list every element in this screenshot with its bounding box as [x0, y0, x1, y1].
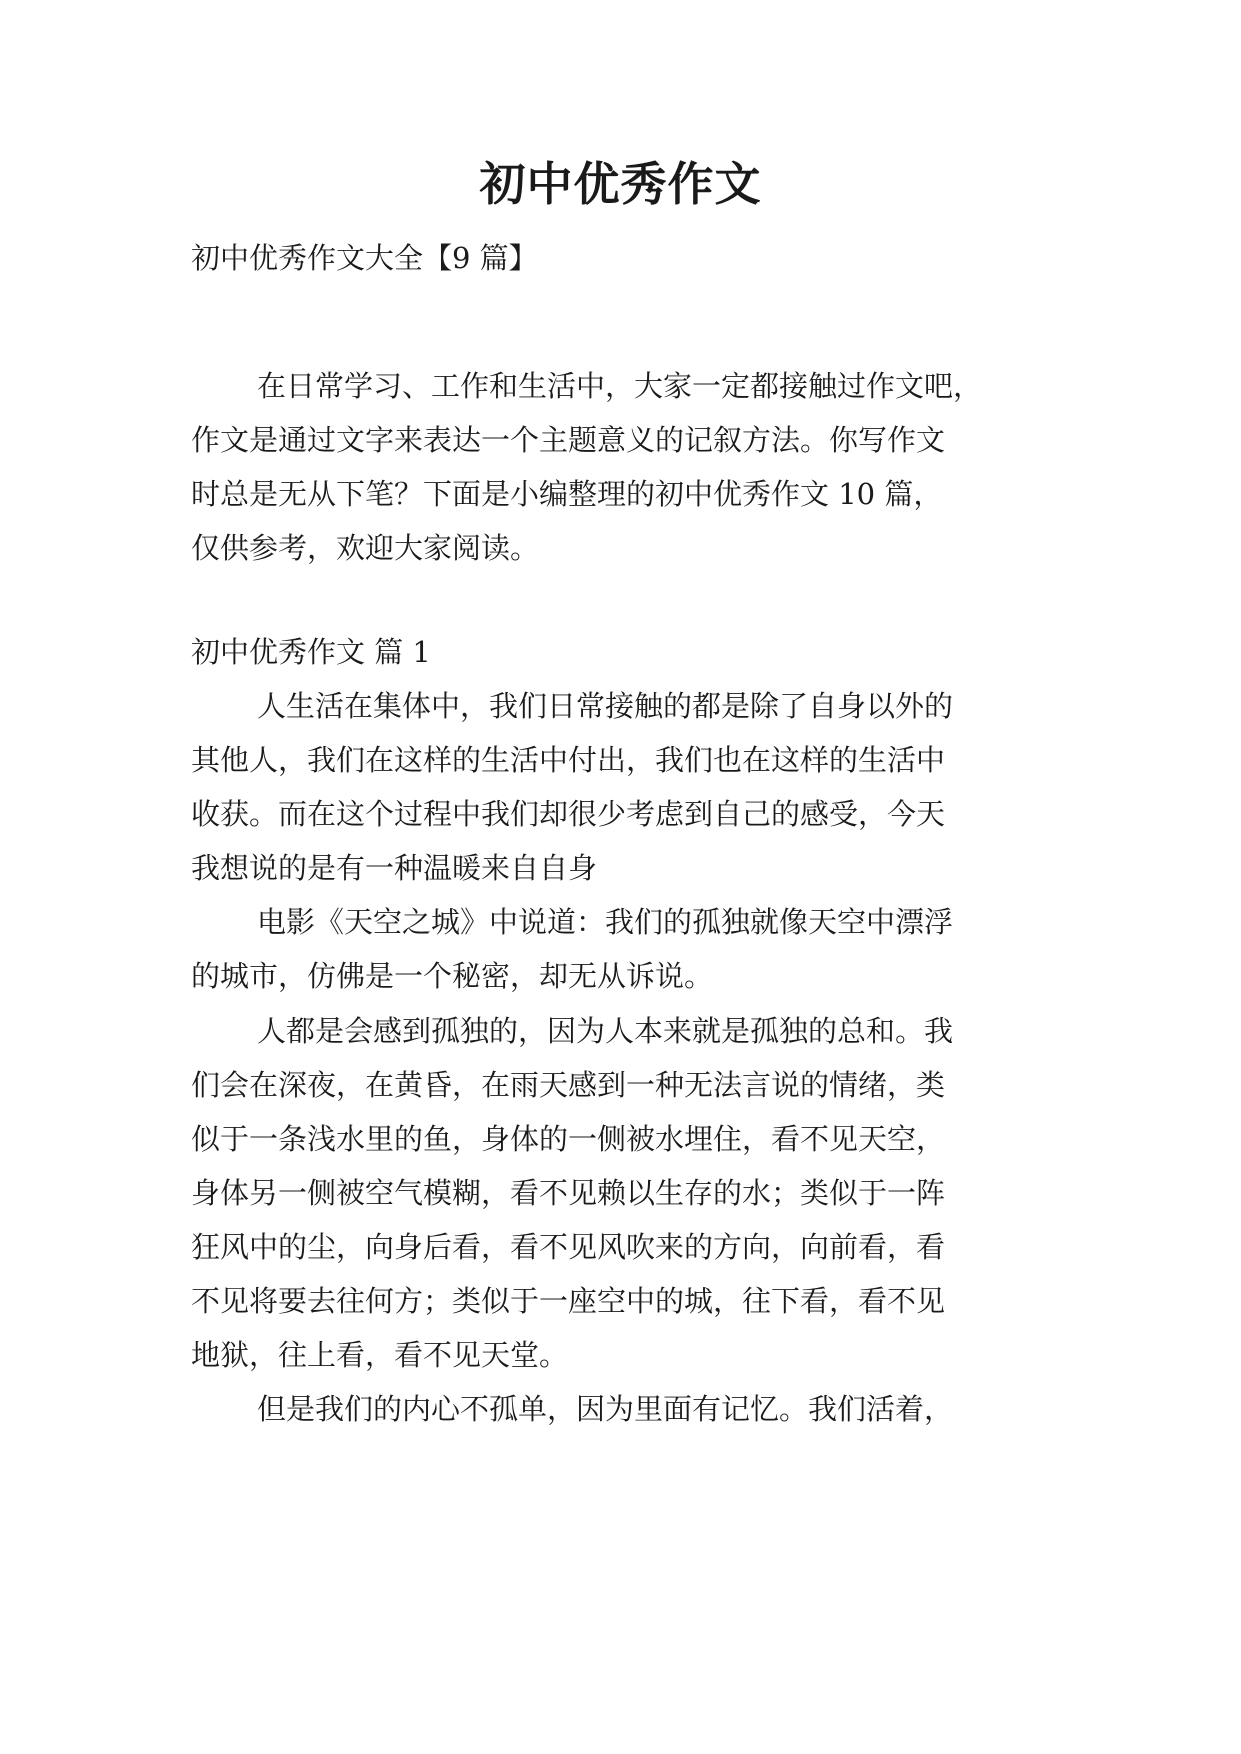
intro-line-2: 作文是通过文字来表达一个主题意义的记叙方法。你写作文 [191, 423, 946, 457]
document-title: 初中优秀作文 [479, 157, 762, 211]
body-line: 的城市，仿佛是一个秘密，却无从诉说。 [191, 959, 714, 993]
body-line: 我想说的是有一种温暖来自自身 [191, 851, 598, 885]
body-line: 身体另一侧被空气模糊，看不见赖以生存的水；类似于一阵 [191, 1176, 946, 1210]
body-line: 电影《天空之城》中说道：我们的孤独就像天空中漂浮 [257, 905, 954, 939]
body-line: 似于一条浅水里的鱼，身体的一侧被水埋住，看不见天空， [191, 1122, 946, 1156]
intro-line-4: 仅供参考，欢迎大家阅读。 [191, 531, 540, 565]
body-line: 收获。而在这个过程中我们却很少考虑到自己的感受，今天 [191, 797, 946, 831]
intro-line-3: 时总是无从下笔？下面是小编整理的初中优秀作文 10 篇， [191, 477, 943, 511]
body-line: 狂风中的尘，向身后看，看不见风吹来的方向，向前看，看 [191, 1230, 946, 1264]
body-line: 人生活在集体中，我们日常接触的都是除了自身以外的 [257, 689, 954, 723]
body-line: 们会在深夜，在黄昏，在雨天感到一种无法言说的情绪，类 [191, 1068, 946, 1102]
intro-line-1: 在日常学习、工作和生活中，大家一定都接触过作文吧， [257, 369, 983, 403]
body-line: 但是我们的内心不孤单，因为里面有记忆。我们活着， [257, 1392, 954, 1426]
body-line: 地狱，往上看，看不见天堂。 [191, 1338, 569, 1372]
body-line: 不见将要去往何方；类似于一座空中的城，往下看，看不见 [191, 1284, 946, 1318]
body-line: 其他人，我们在这样的生活中付出，我们也在这样的生活中 [191, 743, 946, 777]
body-line: 人都是会感到孤独的，因为人本来就是孤独的总和。我 [257, 1014, 954, 1048]
section-heading: 初中优秀作文 篇 1 [191, 635, 431, 669]
document-subtitle: 初中优秀作文大全【9 篇】 [191, 241, 538, 275]
